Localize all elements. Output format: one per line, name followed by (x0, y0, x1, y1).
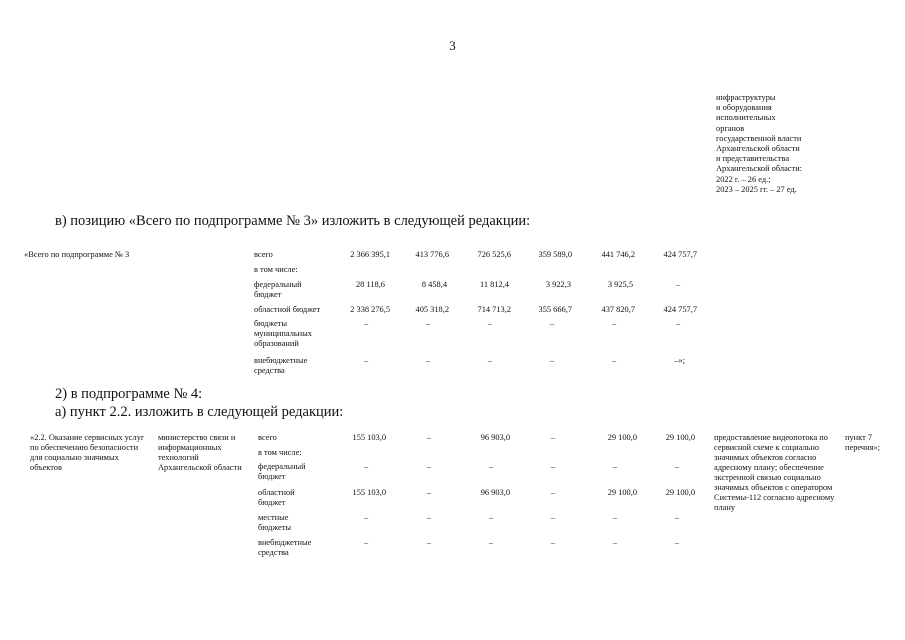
t1-label-extrabudget: внебюджетные средства (254, 356, 308, 375)
t2-cell: – (426, 433, 431, 442)
t2-cell: – (426, 462, 431, 471)
t2-cell: – (674, 513, 679, 522)
right-column-text (716, 93, 896, 195)
t2-cell: 29 100,0 (665, 433, 695, 442)
t2-cell: – (488, 538, 493, 547)
t1-cell: 28 118,6 (355, 280, 385, 289)
t2-cell: – (488, 513, 493, 522)
t2-cell: – (612, 538, 617, 547)
t2-cell: – (612, 513, 617, 522)
t2-cell: – (550, 513, 555, 522)
t1-cell: 3 925,5 (607, 280, 633, 289)
t2-result: предоставление видеопотока по сервисной схеме к социально значимых объектов согласно адресному плану; обеспечение экстренной связью социально значимых объектов с оператором Системы-112 согласно адресному плану (714, 433, 835, 512)
t1-cell: – (363, 319, 368, 328)
t1-cell: – (675, 280, 680, 289)
t1-label-total: всего (254, 250, 273, 259)
t2-cell: – (426, 513, 431, 522)
table1-title: «Всего по подпрограмме № 3 (24, 250, 130, 259)
t1-cell: 2 366 395,1 (350, 250, 390, 259)
t2-ref: пункт 7 перечня»; (845, 433, 880, 452)
t2-label-extrabudget: внебюджетные средства (258, 538, 312, 557)
t1-cell: 424 757,7 (663, 250, 697, 259)
t1-cell: 714 713,2 (477, 305, 511, 314)
t2-cell: – (488, 462, 493, 471)
t2-cell: – (550, 488, 555, 497)
t1-cell: – (363, 356, 368, 365)
t1-cell: 441 746,2 (601, 250, 635, 259)
right-line: и представительства (716, 154, 790, 164)
t2-cell: – (363, 513, 368, 522)
t2-cell: – (674, 538, 679, 547)
t1-cell: 359 589,0 (538, 250, 572, 259)
t2-label-incl: в том числе: (258, 448, 302, 457)
right-line: 2022 г. – 26 ед.; (716, 174, 771, 184)
t1-cell: – (425, 319, 430, 328)
t1-cell: 355 666,7 (538, 305, 572, 314)
t1-cell: 413 776,6 (415, 250, 449, 259)
t1-cell: – (611, 319, 616, 328)
t2-cell: – (550, 433, 555, 442)
t1-cell: – (675, 319, 680, 328)
t2-label-local: местные бюджеты (258, 513, 292, 532)
heading-2: 2) в подпрограмме № 4: (55, 386, 203, 402)
t1-cell: – (549, 356, 554, 365)
right-line: органов (716, 123, 745, 133)
t2-label-regional: областной бюджет (258, 488, 295, 507)
t1-label-incl: в том числе: (254, 265, 298, 274)
t1-cell: 2 338 276,5 (350, 305, 390, 314)
t1-cell: 11 812,4 (479, 280, 509, 289)
t2-cell: – (674, 462, 679, 471)
t1-cell: –»; (674, 356, 685, 365)
t1-cell: – (549, 319, 554, 328)
t1-label-regional: областной бюджет (254, 305, 321, 314)
t1-cell: 437 820,7 (601, 305, 635, 314)
t1-cell: – (487, 356, 492, 365)
t2-executor: министерство связи и информационных технологий Архангельской области (158, 433, 242, 472)
t2-label-total: всего (258, 433, 277, 442)
right-line: инфраструктуры (716, 93, 776, 102)
t2-cell: – (426, 488, 431, 497)
t1-cell: 3 922,3 (545, 280, 571, 289)
right-line: Архангельской области: (716, 164, 802, 174)
t2-cell: – (612, 462, 617, 471)
heading-v: в) позицию «Всего по подпрограмме № 3» изложить в следующей редакции: (55, 213, 531, 229)
t2-cell: 96 903,0 (480, 488, 510, 497)
heading-a: а) пункт 2.2. изложить в следующей редакции: (55, 404, 344, 420)
t1-cell: – (487, 319, 492, 328)
t1-cell: 424 757,7 (663, 305, 697, 314)
page-number: 3 (449, 38, 456, 53)
right-line: и оборудования (716, 103, 772, 113)
right-line: исполнительных (716, 113, 776, 123)
t1-cell: 8 458,4 (421, 280, 447, 289)
right-line: Архангельской области (716, 144, 800, 154)
t2-cell: – (363, 538, 368, 547)
t1-cell: – (425, 356, 430, 365)
t2-cell: 155 103,0 (352, 488, 386, 497)
t2-cell: – (363, 462, 368, 471)
t2-cell: – (550, 462, 555, 471)
t1-cell: – (611, 356, 616, 365)
right-line: государственной власти (716, 133, 802, 143)
right-line: 2023 – 2025 гг. – 27 ед. (716, 184, 797, 194)
t2-cell: 29 100,0 (607, 433, 637, 442)
t1-cell: 726 525,6 (477, 250, 511, 259)
t2-cell: 29 100,0 (665, 488, 695, 497)
t2-item: «2.2. Оказание сервисных услуг по обеспечению безопасности для социально значимых объектов (30, 433, 145, 472)
t1-cell: 405 318,2 (415, 305, 449, 314)
t2-cell: 29 100,0 (607, 488, 637, 497)
t2-cell: 155 103,0 (352, 433, 386, 442)
t1-label-municipal: бюджеты муниципальных образований (254, 319, 312, 348)
t2-cell: 96 903,0 (480, 433, 510, 442)
t2-cell: – (426, 538, 431, 547)
t1-label-federal: федеральный бюджет (254, 280, 302, 299)
t2-label-federal: федеральный бюджет (258, 462, 306, 481)
t2-cell: – (550, 538, 555, 547)
